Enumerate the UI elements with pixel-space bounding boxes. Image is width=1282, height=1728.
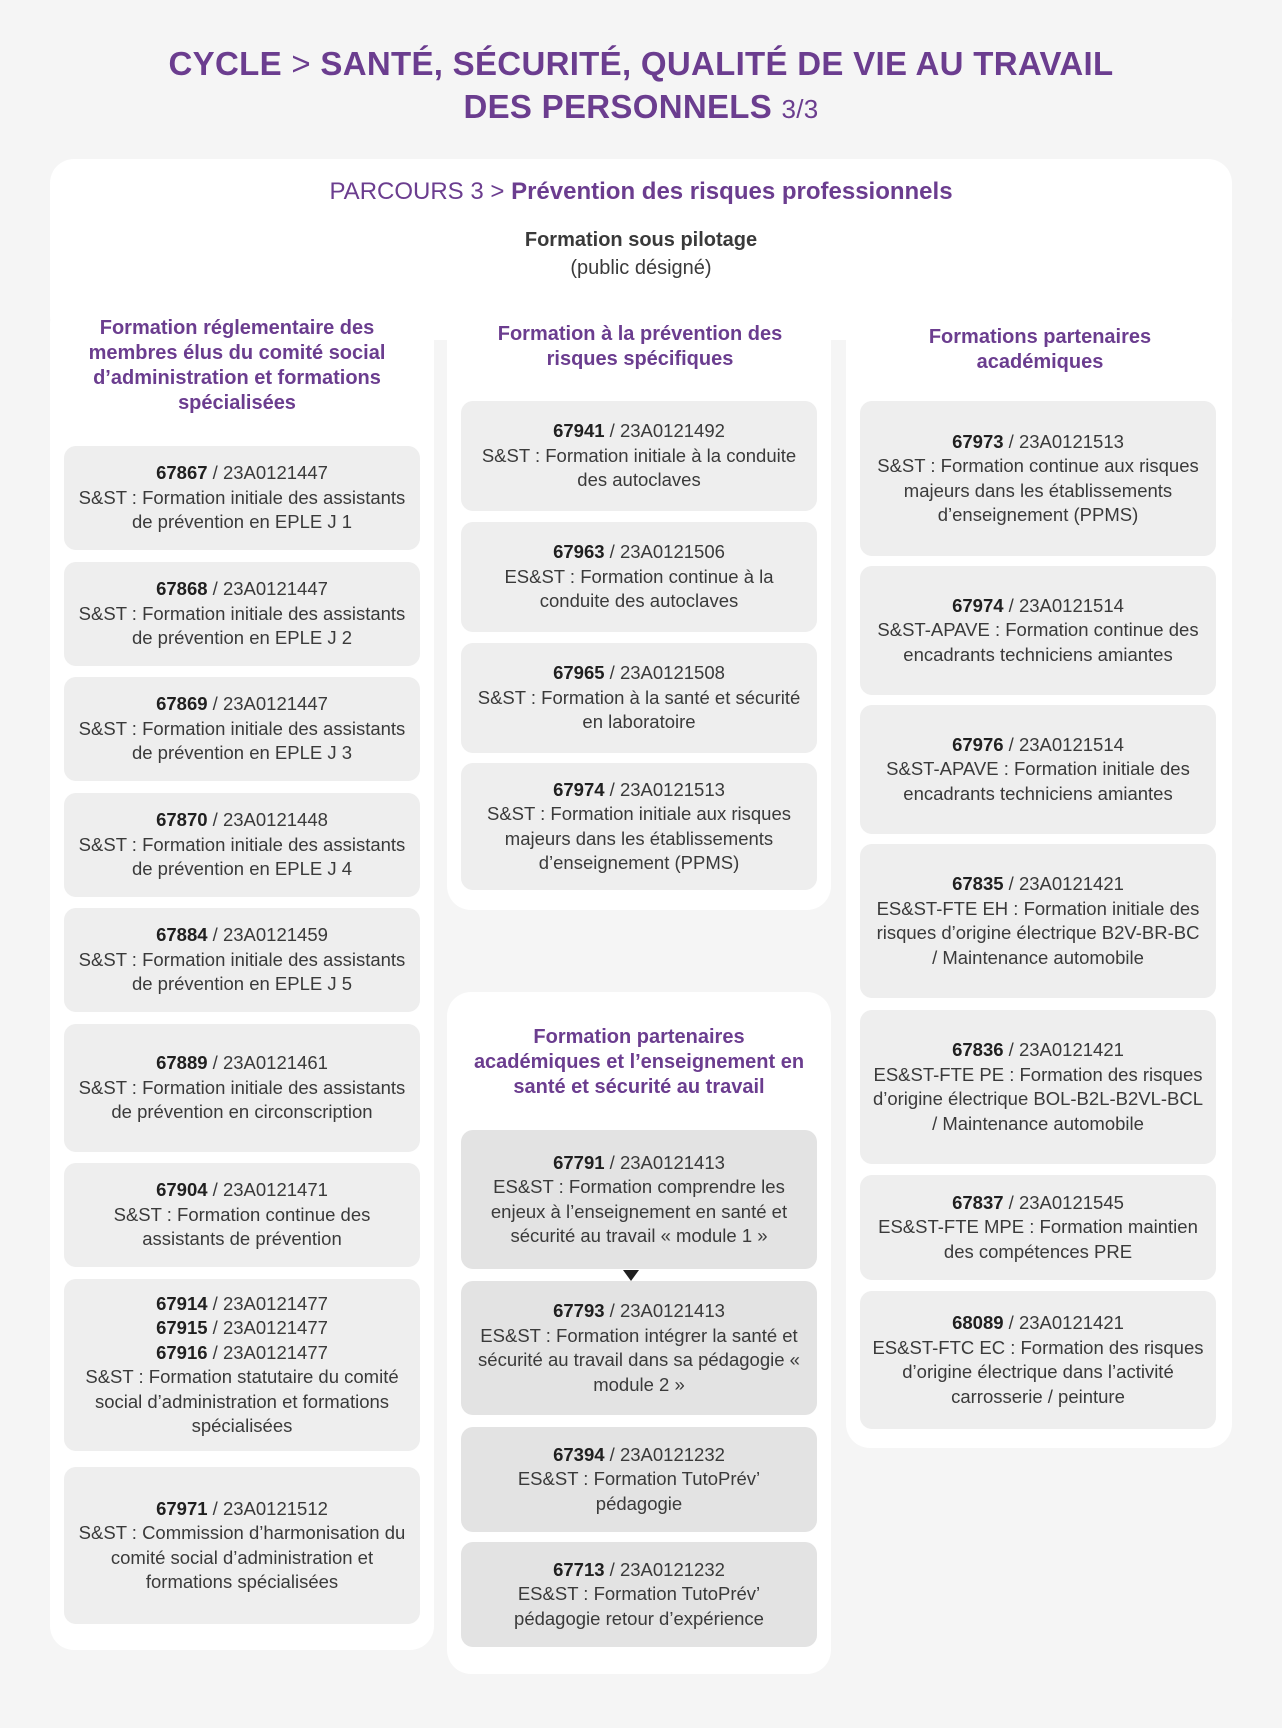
course-code: 67868 / 23A0121447 xyxy=(156,578,328,600)
course-box xyxy=(461,1427,817,1532)
course-box xyxy=(64,1467,420,1624)
course-code: 67941 / 23A0121492 xyxy=(553,420,725,442)
course-title: S&ST-APAVE : Formation continue des encadrants techniciens amiantes xyxy=(877,619,1199,665)
course-title: S&ST : Formation initiale des assistants de prévention en EPLE J 3 xyxy=(78,717,406,764)
course-code: 67867 / 23A0121447 xyxy=(156,462,328,484)
course-code: 67973 / 23A0121513 xyxy=(952,430,1124,452)
course-title: ES&ST : Formation TutoPrév’ pédagogie retour d’expérience xyxy=(514,1583,764,1629)
course-box xyxy=(860,705,1216,834)
course-title: ES&ST : Formation continue à la conduite des autoclaves xyxy=(504,565,774,612)
course-box xyxy=(860,1291,1216,1429)
pilotage-block xyxy=(0,226,1282,282)
course-code: 67870 / 23A0121448 xyxy=(156,809,328,831)
course-title: ES&ST : Formation TutoPrév’ pédagogie xyxy=(517,1468,761,1514)
course-box xyxy=(64,1024,420,1152)
course-title: ES&ST : Formation comprendre les enjeux à l’enseignement en santé et sécurité au travail « module 1 » xyxy=(490,1176,788,1246)
parcours-name: Prévention des risques professionnels xyxy=(511,178,953,205)
module-sequence-arrow-icon xyxy=(623,1270,639,1281)
course-title: ES&ST-FTE EH : Formation initiale des risques d’origine électrique B2V-BR-BC / Maintenance automobile xyxy=(876,897,1200,968)
course-box xyxy=(64,562,420,666)
course-box xyxy=(64,793,420,897)
course-box xyxy=(860,566,1216,695)
parcours-label: PARCOURS 3 xyxy=(329,178,484,205)
course-title: S&ST : Formation statutaire du comité social d’administration et formations spécialisées xyxy=(85,1366,399,1436)
course-title: ES&ST-FTE MPE : Formation maintien des compétences PRE xyxy=(878,1216,1198,1262)
right-column-heading: Formations partenaires académiques xyxy=(928,326,1152,373)
course-title: S&ST : Formation initiale des assistants de prévention en EPLE J 5 xyxy=(78,948,406,995)
course-code: 67965 / 23A0121508 xyxy=(553,662,725,684)
course-title: S&ST : Formation initiale aux risques majeurs dans les établissements d’enseignement (PPMS) xyxy=(486,803,791,873)
course-title: S&ST-APAVE : Formation initiale des encadrants techniciens amiantes xyxy=(886,758,1190,804)
course-title: S&ST : Formation initiale des assistants de prévention en EPLE J 2 xyxy=(78,602,406,649)
course-code: 67971 / 23A0121512 xyxy=(156,1497,328,1519)
course-title: S&ST : Formation initiale à la conduite des autoclaves xyxy=(481,444,797,491)
course-box xyxy=(64,1279,420,1451)
course-code: 67869 / 23A0121447 xyxy=(156,693,328,715)
course-box xyxy=(461,1542,817,1647)
course-box xyxy=(860,401,1216,556)
course-title: S&ST : Formation à la santé et sécurité en laboratoire xyxy=(477,686,801,733)
course-code: 67793 / 23A0121413 xyxy=(553,1300,725,1321)
course-code: 67974 / 23A0121514 xyxy=(952,594,1124,616)
title-line-1: SANTÉ, SÉCURITÉ, QUALITÉ DE VIE AU TRAVAIL xyxy=(320,45,1114,82)
course-box xyxy=(64,677,420,781)
title-line-2: DES PERSONNELS xyxy=(463,88,773,125)
course-code: 67836 / 23A0121421 xyxy=(952,1039,1124,1060)
left-column-heading: Formation réglementaire des membres élus du comité social d’administration et formations spécialisées xyxy=(88,317,386,414)
course-box xyxy=(461,643,817,753)
course-title: S&ST : Formation continue aux risques majeurs dans les établissements d’enseignement (PPMS) xyxy=(877,455,1199,525)
course-box xyxy=(461,763,817,890)
course-title: S&ST : Formation initiale des assistants de prévention en circonscription xyxy=(78,1076,406,1123)
course-code: 67713 / 23A0121232 xyxy=(553,1558,725,1580)
pilotage-title: Formation sous pilotage xyxy=(524,229,758,251)
course-code: 67914 / 23A0121477 xyxy=(156,1292,328,1314)
course-box xyxy=(461,1281,817,1415)
course-code: 67791 / 23A0121413 xyxy=(553,1151,725,1173)
course-title: S&ST : Formation continue des assistants de prévention xyxy=(113,1203,371,1250)
course-code: 67884 / 23A0121459 xyxy=(156,924,328,946)
middle-top-heading: Formation à la prévention des risques spécifiques xyxy=(497,323,783,370)
course-box xyxy=(860,1010,1216,1164)
course-box xyxy=(64,1163,420,1267)
parcours-separator: > xyxy=(490,178,505,205)
course-code: 67916 / 23A0121477 xyxy=(156,1341,328,1363)
title-separator: > xyxy=(291,45,311,82)
course-code: 67915 / 23A0121477 xyxy=(156,1317,328,1338)
course-box xyxy=(461,522,817,632)
course-code: 67904 / 23A0121471 xyxy=(156,1179,328,1201)
course-title: ES&ST-FTE PE : Formation des risques d’origine électrique BOL-B2L-B2VL-BCL / Maintenance automobile xyxy=(872,1063,1204,1134)
course-box xyxy=(461,1130,817,1269)
page-indicator: 3/3 xyxy=(781,94,819,124)
course-code: 67837 / 23A0121545 xyxy=(952,1191,1124,1213)
course-title: S&ST : Formation initiale des assistants de prévention en EPLE J 1 xyxy=(78,486,406,533)
course-title: ES&ST-FTC EC : Formation des risques d’origine électrique dans l’activité carrosserie / peinture xyxy=(872,1336,1204,1407)
course-title: S&ST : Formation initiale des assistants de prévention en EPLE J 4 xyxy=(78,833,406,880)
course-box xyxy=(860,844,1216,998)
cycle-label: CYCLE xyxy=(168,45,282,82)
course-box xyxy=(461,401,817,511)
course-code: 67835 / 23A0121421 xyxy=(952,873,1124,894)
course-title: ES&ST : Formation intégrer la santé et sécurité au travail dans sa pédagogie « module 2 » xyxy=(478,1324,800,1395)
course-code: 68089 / 23A0121421 xyxy=(952,1312,1124,1333)
pilotage-subtitle: (public désigné) xyxy=(570,257,712,279)
parcours-heading xyxy=(0,178,1282,206)
course-box xyxy=(64,908,420,1012)
course-code: 67976 / 23A0121514 xyxy=(952,733,1124,755)
course-box xyxy=(64,446,420,550)
course-code: 67963 / 23A0121506 xyxy=(553,541,725,563)
course-code: 67889 / 23A0121461 xyxy=(156,1052,328,1074)
course-code: 67974 / 23A0121513 xyxy=(553,778,725,800)
course-box xyxy=(860,1175,1216,1280)
page-title xyxy=(0,42,1282,131)
middle-bottom-heading: Formation partenaires académiques et l’enseignement en santé et sécurité au travail xyxy=(473,1026,805,1098)
course-code: 67394 / 23A0121232 xyxy=(553,1443,725,1465)
course-title: S&ST : Commission d’harmonisation du comité social d’administration et formations spécialisées xyxy=(78,1522,406,1592)
